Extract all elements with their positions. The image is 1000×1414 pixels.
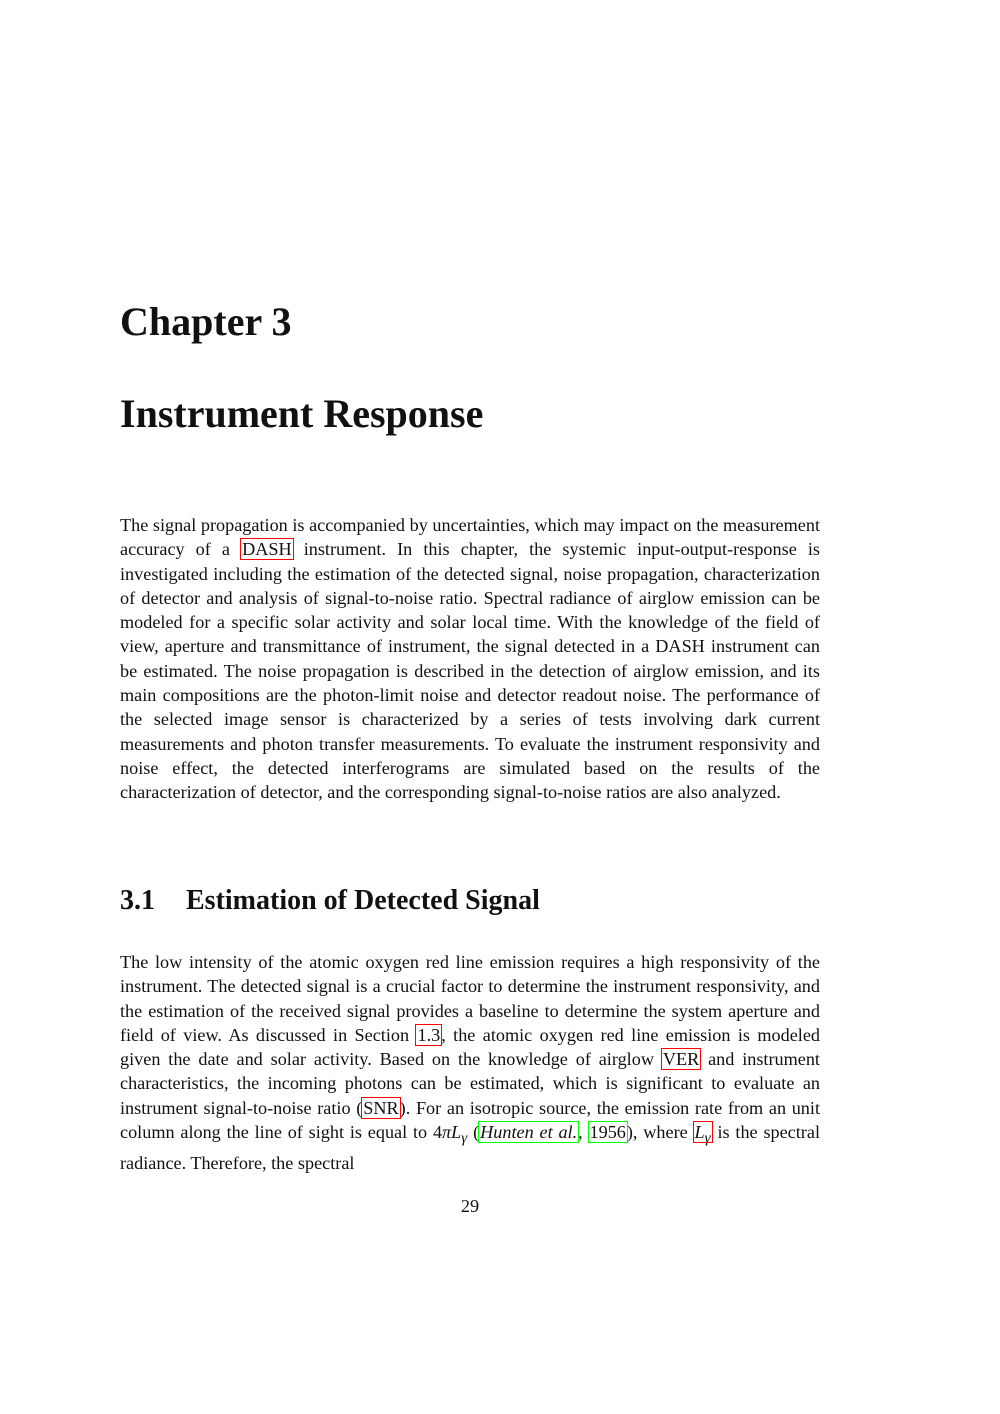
intro-paragraph <box>120 513 820 805</box>
section-text-3: and instrument characteristics, the incoming photons can be estimated, which is significant to evaluate an instrument signal-to-noise ratio ( <box>120 1049 820 1118</box>
section-text-4: ). For an isotropic source, the emission rate from an unit column along the line of sight is equal to 4 <box>120 1097 820 1143</box>
chapter-number: Chapter 3 <box>120 299 292 344</box>
section-text-8: is the spectral radiance. Therefore, the spectral <box>120 1122 820 1174</box>
radiance-link-subscript: γ <box>704 1129 711 1147</box>
intro-text-1: The signal propagation is accompanied by uncertainties, which may impact on the measurement accuracy of a <box>120 515 820 560</box>
radiance-link-letter: L <box>694 1122 705 1143</box>
ver-acronym-link[interactable]: VER <box>662 1049 700 1070</box>
intro-text-2: instrument. In this chapter, the systemic input-output-response is investigated including the estimation of the detected signal, noise propagation, characterization of detector and analysis of signal-to-noise ratio. Spectral radiance of airglow emission can be modeled for a specific solar activity and solar local time. With the knowledge of the field of view, aperture and transmittance of instrument, the signal detected in a DASH instrument can be estimated. The noise propagation is described in the detection of airglow emission, and its main compositions are the photon-limit noise and detector readout noise. The performance of the selected image sensor is characterized by a series of tests involving dark current measurements and photon transfer measurements. To evaluate the instrument responsivity and noise effect, the detected interferograms are simulated based on the results of the characterization of detector, and the corresponding signal-to-noise ratios are also analyzed. <box>120 539 820 803</box>
pi-symbol: π <box>442 1122 452 1143</box>
section-number: 3.1 <box>120 885 155 916</box>
dash-acronym-link[interactable]: DASH <box>242 539 292 560</box>
section-text-6: , <box>578 1122 589 1143</box>
section-text-7: ), where <box>626 1122 694 1143</box>
gamma-subscript: γ <box>461 1129 468 1147</box>
section-text-2: , the atomic oxygen red line emission is modeled given the date and solar activity. Based on the knowledge of airglow <box>120 1024 820 1070</box>
snr-acronym-link[interactable]: SNR <box>363 1097 399 1118</box>
chapter-title: Instrument Response <box>120 391 484 436</box>
section-paragraph <box>120 950 820 1175</box>
page-number: 29 <box>460 1196 480 1216</box>
section-title: Estimation of Detected Signal <box>186 885 540 916</box>
section-heading <box>120 884 540 918</box>
section-text-5: ( <box>467 1122 480 1143</box>
section-reference-link[interactable]: 1.3 <box>417 1024 441 1045</box>
citation-year-link[interactable]: 1956 <box>589 1122 626 1143</box>
section-text-1: The low intensity of the atomic oxygen red line emission requires a high responsivity of the instrument. The detected signal is a crucial factor to determine the instrument responsivity, and the estimation of the received signal provides a baseline to determine the system aperture and field of view. As discussed in Section <box>120 952 820 1045</box>
radiance-symbol: L <box>451 1122 462 1143</box>
citation-author-link[interactable]: Hunten et al. <box>480 1122 578 1143</box>
radiance-symbol-link[interactable] <box>694 1122 712 1147</box>
